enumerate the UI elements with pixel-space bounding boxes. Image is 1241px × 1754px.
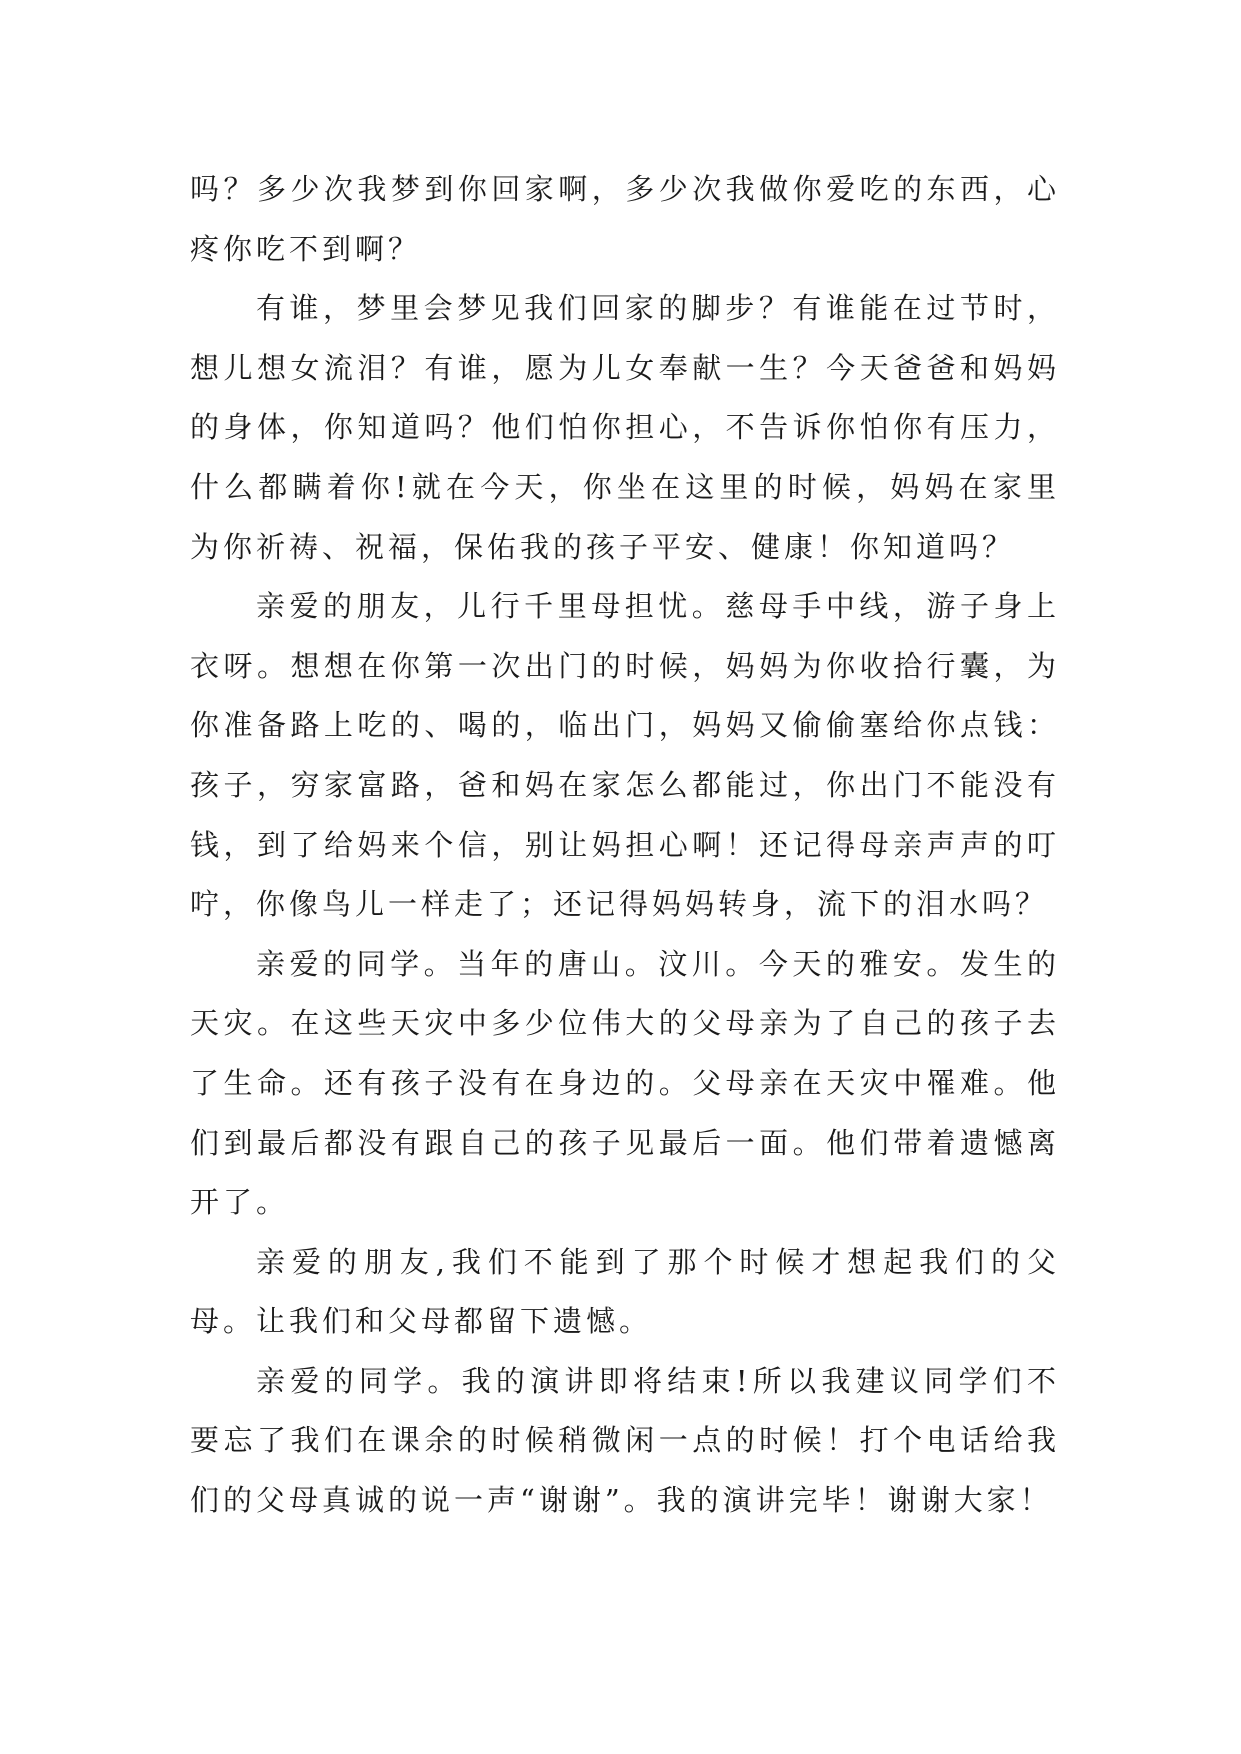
paragraph-4: 亲爱的同学。当年的唐山。汶川。今天的雅安。发生的天灾。在这些天灾中多少位伟大的父母亲为了自己的孩子去了生命。还有孩子没有在身边的。父母亲在天灾中罹难。他们到最后都没有跟自己的孩子见最后一面。他们带着遗憾离开了。 xyxy=(190,946,1060,1220)
paragraph-5: 亲爱的朋友,我们不能到了那个时候才想起我们的父母。让我们和父母都留下遗憾。 xyxy=(190,1244,1060,1339)
paragraph-1: 吗？多少次我梦到你回家啊，多少次我做你爱吃的东西，心疼你吃不到啊？ xyxy=(190,172,1060,266)
paragraph-6: 亲爱的同学。我的演讲即将结束!所以我建议同学们不要忘了我们在课余的时候稍微闲一点的时候！打个电话给我们的父母真诚的说一声“谢谢”。我的演讲完毕！谢谢大家！ xyxy=(190,1363,1060,1518)
document-body xyxy=(190,160,1060,1531)
paragraph-2: 有谁，梦里会梦见我们回家的脚步？有谁能在过节时，想儿想女流泪？有谁，愿为儿女奉献一生？今天爸爸和妈妈的身体，你知道吗？他们怕你担心，不告诉你怕你有压力，什么都瞒着你!就在今天，你坐在这里的时候，妈妈在家里为你祈祷、祝福，保佑我的孩子平安、健康！你知道吗？ xyxy=(190,291,1060,564)
paragraph-3: 亲爱的朋友，儿行千里母担忧。慈母手中线，游子身上衣呀。想想在你第一次出门的时候，妈妈为你收拾行囊，为你准备路上吃的、喝的，临出门，妈妈又偷偷塞给你点钱：孩子，穷家富路，爸和妈在家怎么都能过，你出门不能没有钱，到了给妈来个信，别让妈担心啊！还记得母亲声声的叮咛，你像鸟儿一样走了；还记得妈妈转身，流下的泪水吗？ xyxy=(190,589,1060,922)
